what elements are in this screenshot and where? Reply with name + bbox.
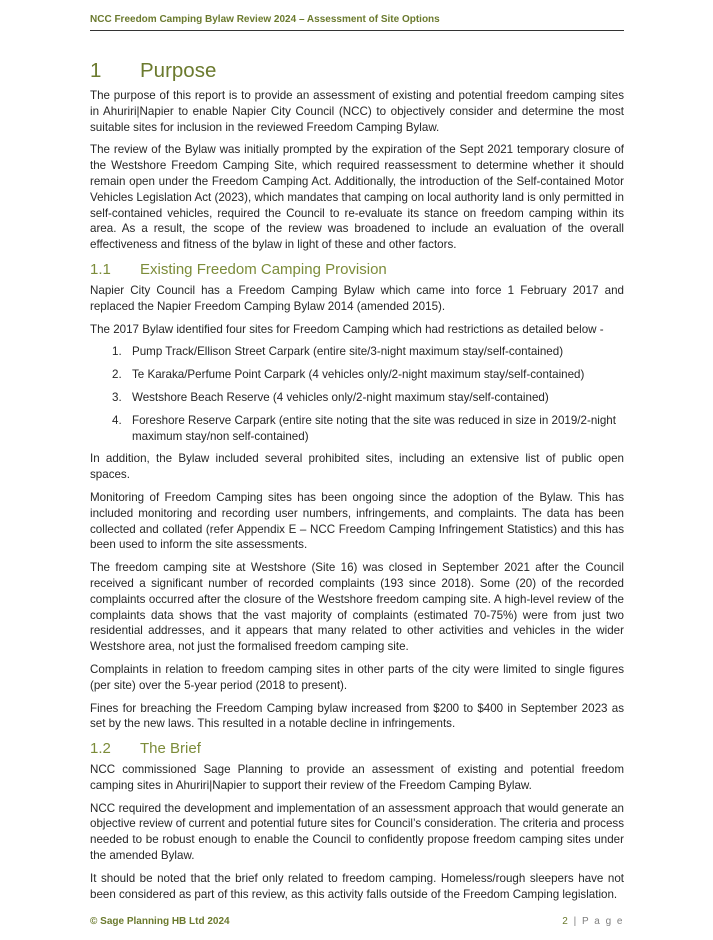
subsection-title: Existing Freedom Camping Provision [140, 260, 387, 278]
paragraph: The review of the Bylaw was initially prompted by the expiration of the Sept 2021 temporary closure of the Westshore Freedom Camping Site, which required reassessment to determine whether it should remain open under the Freedom Camping Act. Additionally, the introduction of the Self-contained Motor Vehicles Legislation Act (2023), which mandates that camping on local authority land is only permitted in self-contained vehicles, required the Council to re-evaluate its stance on freedom camping within its area. As a result, the scope of the review was broadened to include an evaluation of the overall effectiveness and fitness of the bylaw in light of these and other factors. [90, 143, 624, 252]
list-number: 1. [112, 345, 122, 359]
list-number: 4. [112, 413, 122, 427]
list-number: 3. [112, 390, 122, 404]
paragraph: Monitoring of Freedom Camping sites has been ongoing since the adoption of the Bylaw. This has included monitoring and recording user numbers, infringements, and complaints. The data has been collected and collated (refer Appendix E – NCC Freedom Camping Infringement Statistics) and this has been used to inform the site assessments. [90, 490, 624, 552]
page-number: 2 [562, 916, 570, 927]
paragraph: In addition, the Bylaw included several prohibited sites, including an extensive list of public open spaces. [90, 452, 624, 482]
subsection-heading-the-brief [90, 739, 624, 758]
section-title: Purpose [140, 59, 217, 82]
document-body [90, 58, 624, 909]
list-item [90, 390, 624, 406]
page-indicator [562, 916, 624, 928]
page-label: | P a g e [573, 916, 624, 927]
site-list [90, 344, 624, 444]
copyright-notice: © Sage Planning HB Ltd 2024 [90, 916, 230, 927]
list-text: Westshore Beach Reserve (4 vehicles only/2-night maximum stay/self-contained) [132, 390, 549, 404]
section-number: 1 [90, 59, 102, 82]
subsection-number: 1.2 [90, 740, 111, 758]
paragraph: NCC commissioned Sage Planning to provide an assessment of existing and potential freedom camping sites in Ahuriri|Napier to support their review of the Freedom Camping Bylaw. [90, 763, 624, 792]
subsection-number: 1.1 [90, 260, 111, 278]
paragraph: Napier City Council has a Freedom Camping Bylaw which came into force 1 February 2017 and replaced the Napier Freedom Camping Bylaw 2014 (amended 2015). [90, 283, 624, 313]
paragraph: The 2017 Bylaw identified four sites for Freedom Camping which had restrictions as detailed below - [90, 322, 604, 336]
list-text: Pump Track/Ellison Street Carpark (entire site/3-night maximum stay/self-contained) [132, 345, 564, 359]
list-text: Foreshore Reserve Carpark (entire site noting that the site was reduced in size in 2019/2-night maximum stay/non self-contained) [132, 413, 616, 443]
paragraph: It should be noted that the brief only related to freedom camping. Homeless/rough sleepers have not been considered as part of this review, as this activity falls outside of the Freedom Camping legislation. [90, 871, 624, 901]
paragraph: The purpose of this report is to provide an assessment of existing and potential freedom camping sites in Ahuriri|Napier to enable Napier City Council (NCC) to objectively consider and determine the most suitable sites for inclusion in the reviewed Freedom Camping Bylaw. [90, 89, 624, 134]
list-item [90, 344, 624, 360]
paragraph: NCC required the development and implementation of an assessment approach that would generate an objective review of current and potential future sites for Council’s consideration. The criteria and process needed to be robust enough to enable the Council to confidently propose freedom camping sites under the amended Bylaw. [90, 801, 624, 863]
list-number: 2. [112, 368, 122, 382]
paragraph: Complaints in relation to freedom camping sites in other parts of the city were limited to single figures (per site) over the 5-year period (2018 to present). [90, 662, 624, 692]
running-header: NCC Freedom Camping Bylaw Review 2024 – Assessment of Site Options [90, 13, 624, 31]
list-item [90, 413, 624, 445]
paragraph: The freedom camping site at Westshore (Site 16) was closed in September 2021 after the Council received a significant number of recorded complaints (193 since 2018). Some (20) of the recorded complaints occurred after the closure of the Westshore freedom camping site. A high-level review of the complaints data shows that the vast majority of complaints (estimated 70-75%) were from just two residential addresses, and it appears that many related to other activities and vehicles in the wider Westshore area, not just the formalised freedom camping site. [90, 561, 624, 654]
subsection-title: The Brief [140, 740, 201, 758]
list-text: Te Karaka/Perfume Point Carpark (4 vehicles only/2-night maximum stay/self-contained) [132, 368, 585, 382]
section-heading-purpose [90, 58, 624, 84]
list-item [90, 367, 624, 383]
paragraph: Fines for breaching the Freedom Camping bylaw increased from $200 to $400 in September 2023 as set by the new laws. This resulted in a notable decline in infringements. [90, 701, 624, 731]
subsection-heading-existing-provision [90, 260, 624, 279]
